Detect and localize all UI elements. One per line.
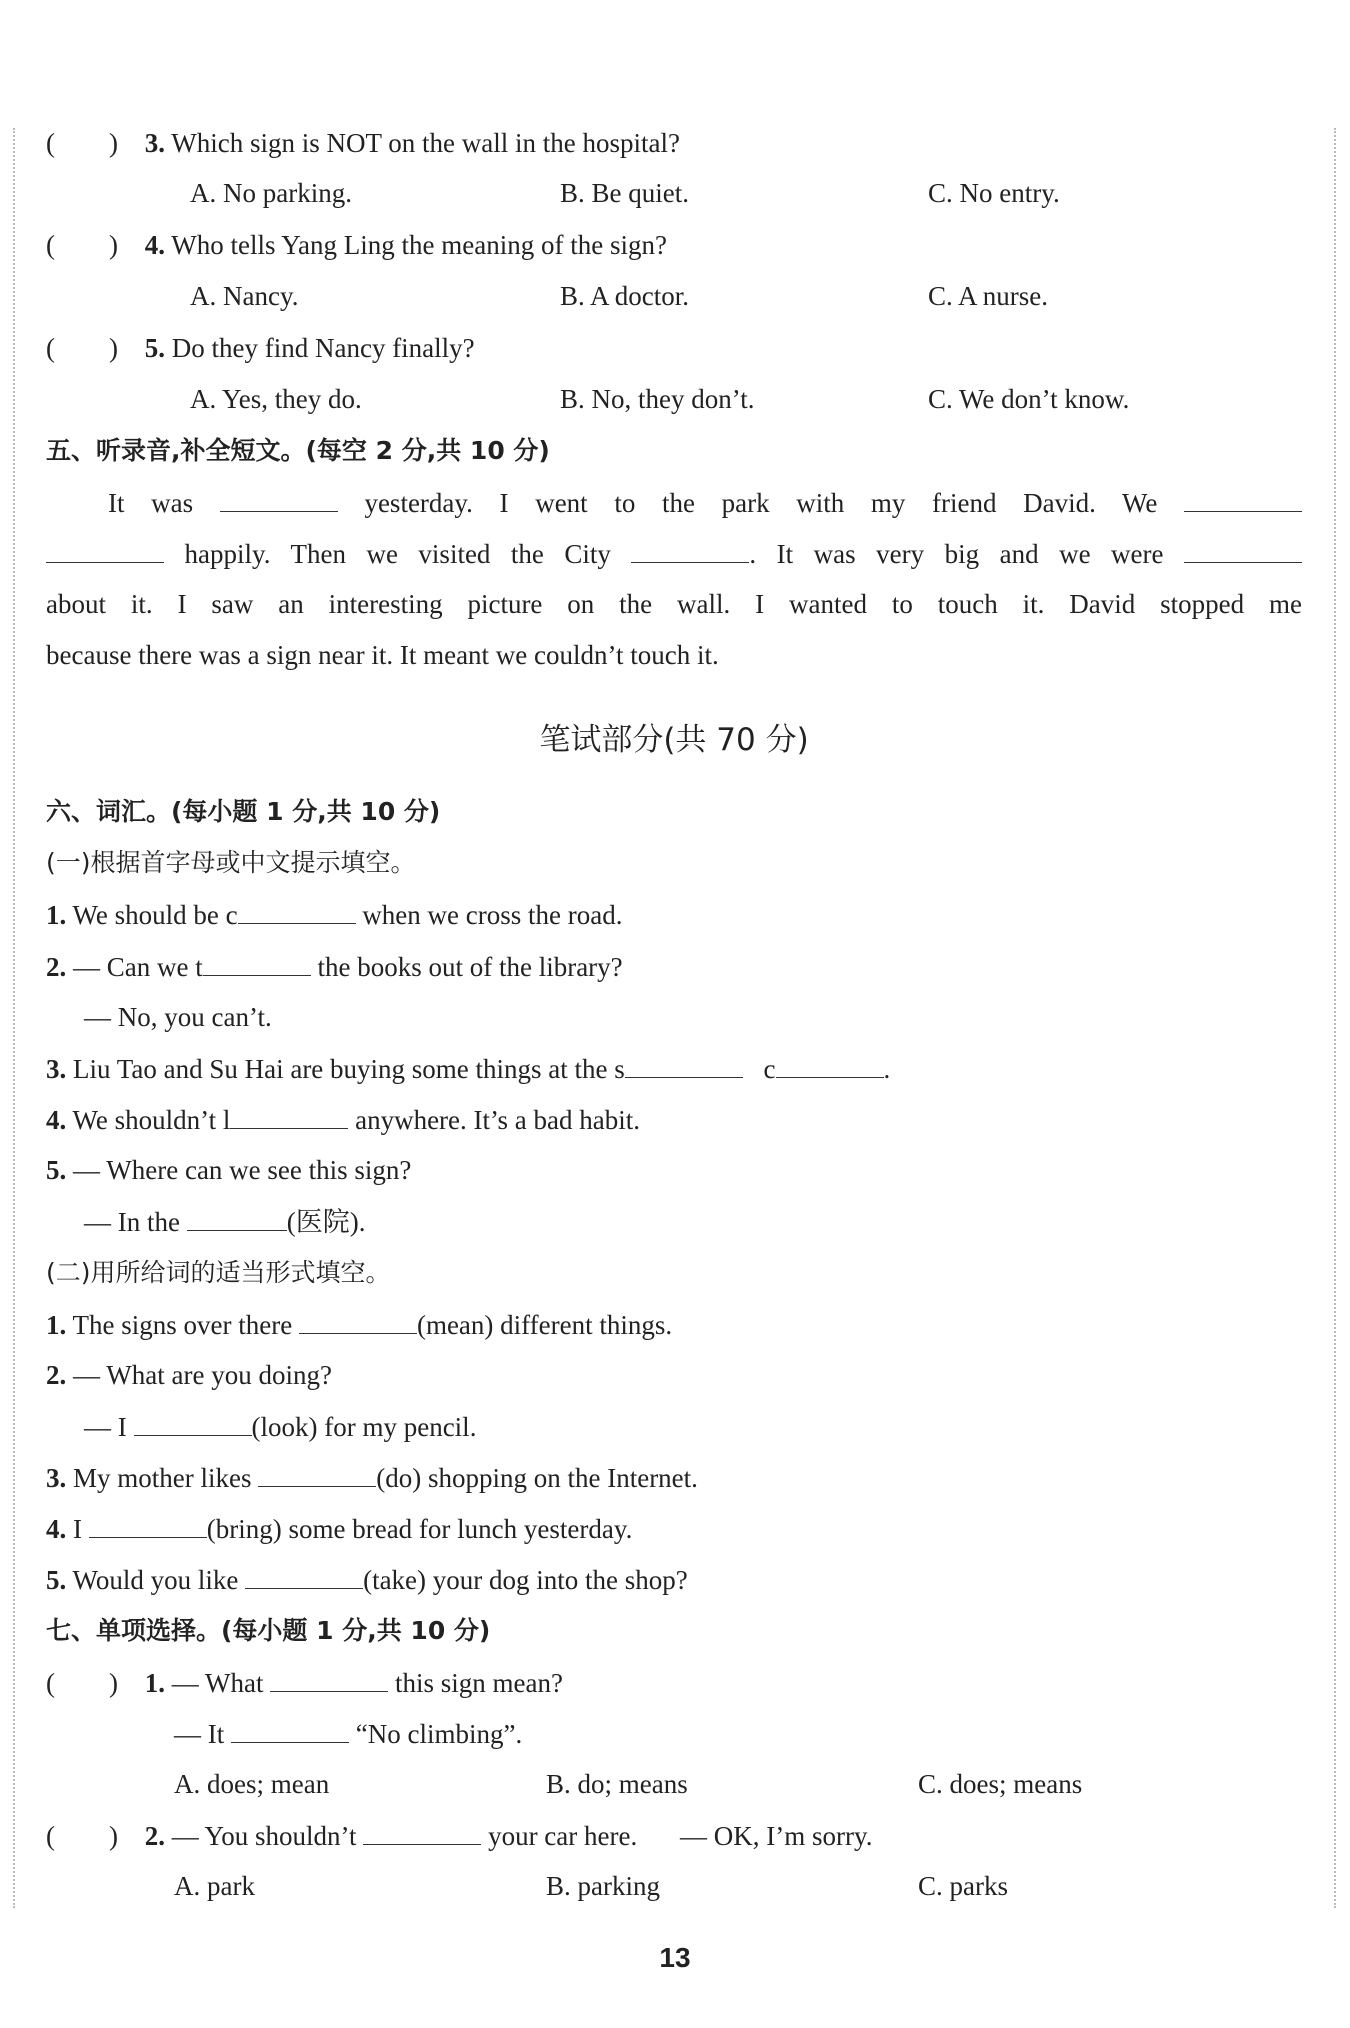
question-5 bbox=[46, 331, 475, 365]
item-text: We shouldn’t l bbox=[72, 1105, 231, 1135]
answer-bracket[interactable]: ( ) bbox=[46, 1821, 118, 1851]
item-number: 5. bbox=[46, 1565, 67, 1595]
section-7-heading: 七、单项选择。(每小题 1 分,共 10 分) bbox=[46, 1616, 491, 1645]
question-text: Which sign is NOT on the wall in the hospital? bbox=[171, 128, 680, 158]
answer-blank[interactable] bbox=[187, 1204, 287, 1231]
answer-blank[interactable] bbox=[776, 1051, 884, 1078]
page-number: 13 bbox=[659, 1942, 691, 1973]
question-number: 3. bbox=[144, 128, 165, 158]
passage-blank-4[interactable] bbox=[1184, 536, 1302, 563]
vocab-item-1 bbox=[46, 897, 622, 932]
passage-blank-1[interactable] bbox=[220, 485, 338, 512]
passage-blank-2-cont[interactable] bbox=[46, 536, 164, 563]
answer-blank[interactable] bbox=[238, 897, 356, 924]
item-number: 2. bbox=[46, 1360, 67, 1390]
item-text: (take) your dog into the shop? bbox=[363, 1565, 688, 1595]
answer-blank[interactable] bbox=[231, 1716, 349, 1743]
answer-bracket[interactable]: ( ) bbox=[46, 128, 118, 158]
option-c[interactable]: C. We don’t know. bbox=[928, 384, 1130, 414]
passage-line-1 bbox=[46, 485, 1302, 520]
form-item-2 bbox=[46, 1358, 332, 1392]
question-text: — OK, I’m sorry. bbox=[679, 1821, 873, 1851]
passage-line-3: about it. I saw an interesting picture on the wall. I wanted to touch it. David stopped me bbox=[46, 589, 1302, 619]
answer-blank[interactable] bbox=[203, 949, 311, 976]
item-text: — Where can we see this sign? bbox=[73, 1155, 412, 1185]
question-text: your car here. bbox=[488, 1821, 638, 1851]
answer-blank[interactable] bbox=[625, 1051, 743, 1078]
answer-blank[interactable] bbox=[299, 1307, 417, 1334]
answer-blank[interactable] bbox=[363, 1818, 481, 1845]
item-text: We should be c bbox=[72, 900, 238, 930]
answer-bracket[interactable]: ( ) bbox=[46, 333, 118, 363]
form-item-1 bbox=[46, 1307, 672, 1342]
chinese-hint: (医院). bbox=[286, 1207, 366, 1237]
option-a[interactable]: A. does; mean bbox=[174, 1769, 330, 1799]
answer-blank[interactable] bbox=[270, 1665, 388, 1692]
item-text: Would you like bbox=[72, 1565, 239, 1595]
section-6-part-2-instruction: (二)用所给词的适当形式填空。 bbox=[46, 1258, 391, 1287]
option-b[interactable]: B. No, they don’t. bbox=[560, 384, 755, 414]
passage-text: . It was very big and we were bbox=[749, 539, 1164, 569]
answer-blank[interactable] bbox=[258, 1460, 376, 1487]
item-text: (bring) some bread for lunch yesterday. bbox=[206, 1514, 633, 1544]
answer-bracket[interactable]: ( ) bbox=[46, 230, 118, 260]
form-item-5 bbox=[46, 1562, 688, 1597]
item-text: . bbox=[883, 1054, 891, 1084]
passage-blank-3[interactable] bbox=[631, 536, 749, 563]
option-a[interactable]: A. park bbox=[174, 1871, 255, 1901]
passage-text: yesterday. I went to the park with my friend David. We bbox=[364, 488, 1158, 518]
item-text: — In the bbox=[84, 1207, 180, 1237]
item-number: 3. bbox=[46, 1054, 67, 1084]
item-text: I bbox=[73, 1514, 82, 1544]
item-number: 2. bbox=[46, 952, 67, 982]
item-text: (look) for my pencil. bbox=[251, 1412, 477, 1442]
item-text: — I bbox=[84, 1412, 127, 1442]
item-text: the books out of the library? bbox=[317, 952, 623, 982]
question-4 bbox=[46, 228, 667, 262]
question-text: “No climbing”. bbox=[355, 1719, 523, 1749]
written-part-title: 笔试部分(共 70 分) bbox=[539, 722, 809, 758]
section-6-part-1-instruction: (一)根据首字母或中文提示填空。 bbox=[46, 848, 416, 877]
option-b[interactable]: B. do; means bbox=[546, 1769, 688, 1799]
question-3 bbox=[46, 126, 680, 160]
vocab-item-2 bbox=[46, 949, 623, 984]
item-number: 1. bbox=[46, 900, 67, 930]
question-text: Do they find Nancy finally? bbox=[171, 333, 475, 363]
option-a[interactable]: A. Yes, they do. bbox=[190, 384, 362, 414]
item-number: 4. bbox=[46, 1105, 67, 1135]
form-item-4 bbox=[46, 1511, 632, 1546]
answer-blank[interactable] bbox=[230, 1102, 348, 1129]
section-5-heading: 五、听录音,补全短文。(每空 2 分,共 10 分) bbox=[46, 436, 550, 465]
item-text: Liu Tao and Su Hai are buying some things at the s bbox=[73, 1054, 625, 1084]
question-number: 4. bbox=[144, 230, 165, 260]
right-margin-dotted-line bbox=[1334, 128, 1336, 1908]
question-number: 5. bbox=[144, 333, 165, 363]
item-text: when we cross the road. bbox=[362, 900, 623, 930]
question-text: this sign mean? bbox=[394, 1668, 563, 1698]
option-c[interactable]: C. A nurse. bbox=[928, 281, 1049, 311]
question-text: — What bbox=[171, 1668, 264, 1698]
passage-blank-2[interactable] bbox=[1184, 485, 1302, 512]
item-text: — What are you doing? bbox=[73, 1360, 332, 1390]
answer-blank[interactable] bbox=[134, 1409, 252, 1436]
question-text: — It bbox=[174, 1719, 225, 1749]
item-text: anywhere. It’s a bad habit. bbox=[355, 1105, 640, 1135]
passage-line-4: because there was a sign near it. It meant we couldn’t touch it. bbox=[46, 640, 719, 670]
option-a[interactable]: A. Nancy. bbox=[190, 281, 299, 311]
item-text: (do) shopping on the Internet. bbox=[376, 1463, 698, 1493]
section-6-heading: 六、词汇。(每小题 1 分,共 10 分) bbox=[46, 797, 441, 826]
option-b[interactable]: B. parking bbox=[546, 1871, 660, 1901]
item-number: 3. bbox=[46, 1463, 67, 1493]
answer-blank[interactable] bbox=[245, 1562, 363, 1589]
vocab-item-5 bbox=[46, 1153, 411, 1187]
item-number: 5. bbox=[46, 1155, 67, 1185]
item-text: — Can we t bbox=[73, 952, 203, 982]
question-text: Who tells Yang Ling the meaning of the sign? bbox=[171, 230, 667, 260]
option-b[interactable]: B. A doctor. bbox=[560, 281, 690, 311]
vocab-item-5-reply bbox=[84, 1204, 365, 1239]
option-c[interactable]: C. No entry. bbox=[928, 178, 1060, 208]
vocab-item-3 bbox=[46, 1051, 890, 1086]
question-text: — You shouldn’t bbox=[171, 1821, 357, 1851]
left-margin-dotted-line bbox=[13, 128, 15, 1908]
option-c[interactable]: C. parks bbox=[918, 1871, 1008, 1901]
item-text: (mean) different things. bbox=[416, 1310, 673, 1340]
option-b[interactable]: B. Be quiet. bbox=[560, 178, 689, 208]
answer-bracket[interactable]: ( ) bbox=[46, 1668, 118, 1698]
question-number: 1. bbox=[144, 1668, 165, 1698]
choice-question-1 bbox=[46, 1665, 563, 1700]
question-number: 2. bbox=[144, 1821, 165, 1851]
form-item-2-reply bbox=[84, 1409, 476, 1444]
form-item-3 bbox=[46, 1460, 698, 1495]
option-a[interactable]: A. No parking. bbox=[190, 178, 352, 208]
item-text: My mother likes bbox=[73, 1463, 252, 1493]
option-c[interactable]: C. does; means bbox=[918, 1769, 1083, 1799]
choice-question-2 bbox=[46, 1818, 872, 1853]
choice-question-1-reply bbox=[174, 1716, 522, 1751]
item-text: The signs over there bbox=[72, 1310, 293, 1340]
item-text: c bbox=[763, 1054, 776, 1084]
vocab-item-2-reply: — No, you can’t. bbox=[84, 1002, 272, 1032]
vocab-item-4 bbox=[46, 1102, 640, 1137]
item-number: 1. bbox=[46, 1310, 67, 1340]
answer-blank[interactable] bbox=[89, 1511, 207, 1538]
passage-text: It was bbox=[108, 488, 194, 518]
passage-line-2 bbox=[46, 536, 1302, 571]
item-number: 4. bbox=[46, 1514, 67, 1544]
passage-text: happily. Then we visited the City bbox=[184, 539, 611, 569]
